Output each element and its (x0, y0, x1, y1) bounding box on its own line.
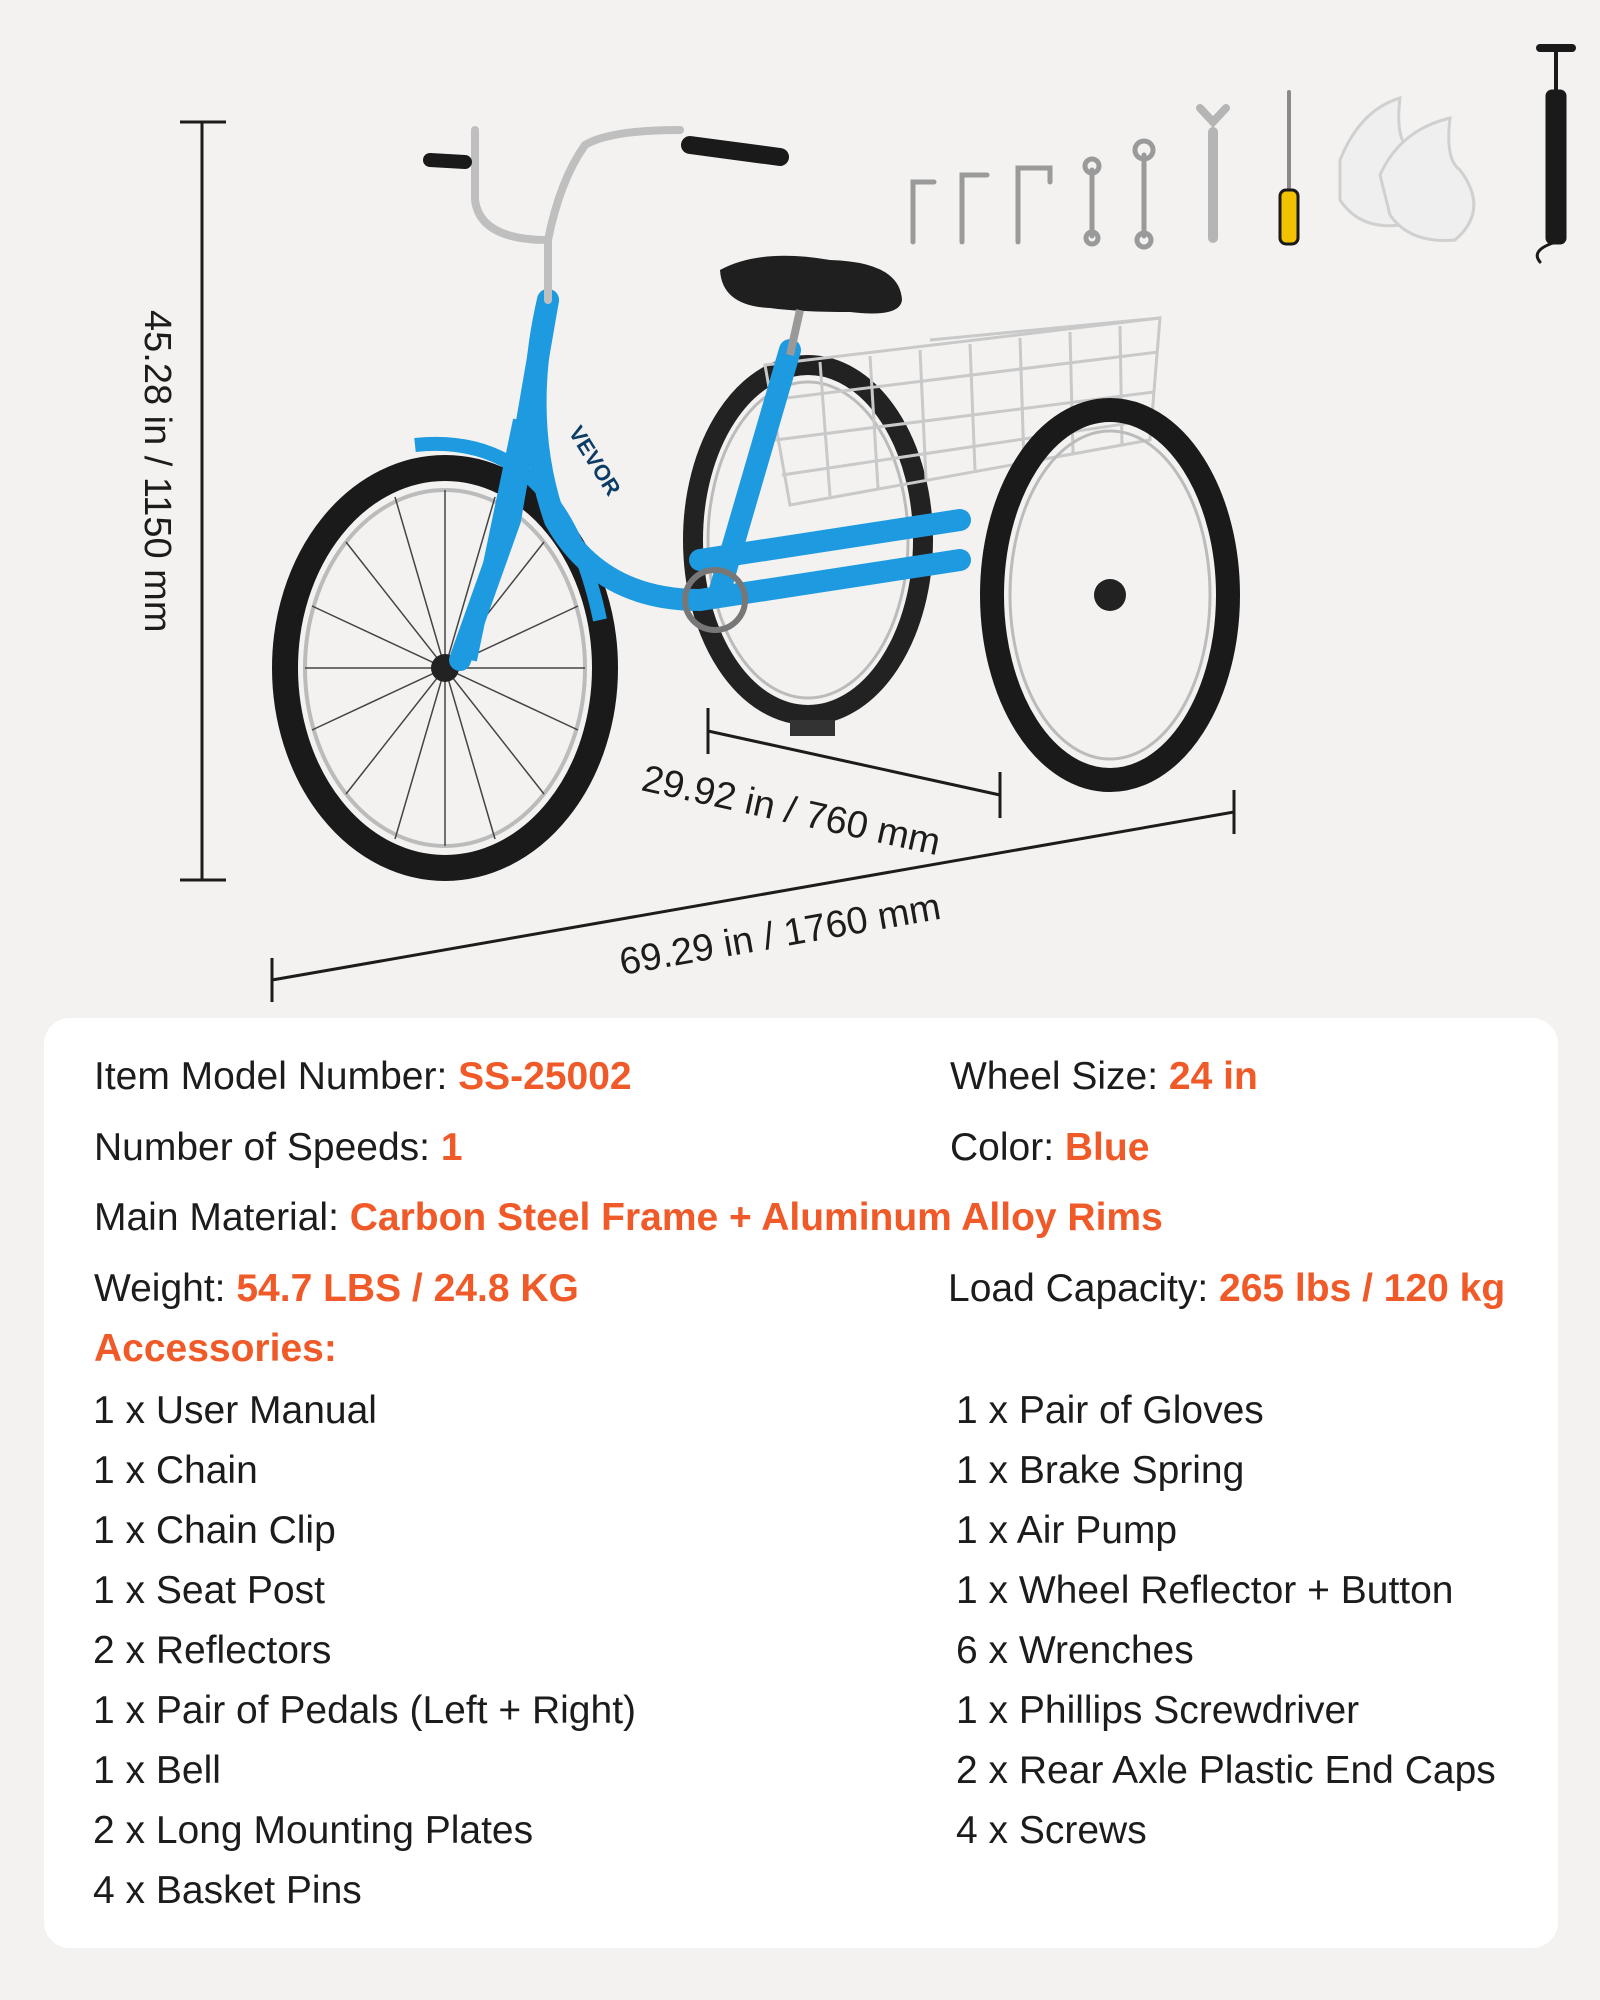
accessory-item: 4 x Basket Pins (93, 1869, 362, 1912)
spec-color-value: Blue (1064, 1126, 1150, 1169)
height-dimension-label: 45.28 in / 1150 mm (136, 310, 178, 633)
accessory-item: 1 x Brake Spring (956, 1449, 1245, 1492)
spec-material-label: Main Material: (94, 1196, 350, 1239)
spec-model-value: SS-25002 (458, 1055, 632, 1098)
spec-material-value: Carbon Steel Frame + Aluminum Alloy Rims (349, 1196, 1163, 1239)
length-dimension-label: 69.29 in / 1760 mm (616, 886, 944, 984)
spec-model (94, 1054, 632, 1100)
spec-color-label: Color: (950, 1126, 1065, 1169)
spec-speeds (94, 1125, 463, 1171)
socket-wrench-icon (1018, 168, 1050, 242)
width-dimension-label: 29.92 in / 760 mm (638, 757, 945, 865)
accessory-item: 1 x Chain (93, 1449, 258, 1492)
spec-wheel-size (950, 1054, 1258, 1100)
accessory-item: 1 x Wheel Reflector + Button (956, 1569, 1454, 1612)
spec-load-capacity-value: 265 lbs / 120 kg (1219, 1267, 1506, 1310)
frame-brand-label: VEVOR (563, 421, 626, 500)
screwdriver-icon (1280, 92, 1298, 244)
spec-weight (94, 1266, 579, 1312)
spec-speeds-label: Number of Speeds: (94, 1126, 441, 1169)
seat (720, 256, 902, 355)
accessories-list-right (956, 1388, 1496, 1868)
spec-weight-value: 54.7 LBS / 24.8 KG (236, 1267, 579, 1310)
spec-load-capacity-label: Load Capacity: (948, 1267, 1220, 1310)
hex-key-icon (913, 182, 934, 242)
height-dimension-line (180, 122, 226, 880)
accessory-item: 2 x Long Mounting Plates (93, 1809, 534, 1852)
wrench-icon (1135, 141, 1153, 247)
air-pump-icon (1537, 48, 1572, 262)
pedal (790, 720, 835, 736)
accessory-item: 2 x Rear Axle Plastic End Caps (956, 1749, 1496, 1792)
specifications-card (44, 1018, 1558, 1948)
accessory-item: 1 x Seat Post (93, 1569, 325, 1612)
spec-wheel-size-label: Wheel Size: (950, 1055, 1169, 1098)
accessory-item: 1 x Air Pump (956, 1509, 1178, 1552)
adjustable-wrench-icon (1200, 108, 1226, 238)
accessory-item: 1 x User Manual (93, 1389, 377, 1432)
accessory-item: 1 x Bell (93, 1749, 221, 1792)
handlebar (475, 130, 680, 300)
spec-speeds-value: 1 (440, 1126, 463, 1169)
spec-color (950, 1125, 1149, 1171)
gloves-icon (1340, 98, 1474, 240)
spec-load-capacity (948, 1266, 1505, 1312)
spec-wheel-size-value: 24 in (1168, 1055, 1258, 1098)
accessory-item: 6 x Wrenches (956, 1629, 1194, 1672)
accessory-icons (913, 48, 1572, 262)
accessory-item: 4 x Screws (956, 1809, 1147, 1852)
wrench-icon (1085, 159, 1099, 244)
accessory-item: 1 x Phillips Screwdriver (956, 1689, 1360, 1732)
accessories-list-left (93, 1388, 636, 1928)
accessories-title: Accessories: (94, 1327, 337, 1370)
hex-key-icon (962, 175, 987, 242)
spec-model-label: Item Model Number: (94, 1055, 459, 1098)
accessory-item: 2 x Reflectors (93, 1629, 332, 1672)
spec-material (94, 1195, 1163, 1241)
spec-weight-label: Weight: (94, 1267, 237, 1310)
accessory-item: 1 x Pair of Gloves (956, 1389, 1264, 1432)
rear-right-wheel (992, 410, 1228, 780)
accessory-item: 1 x Chain Clip (93, 1509, 336, 1552)
accessory-item: 1 x Pair of Pedals (Left + Right) (93, 1689, 637, 1732)
